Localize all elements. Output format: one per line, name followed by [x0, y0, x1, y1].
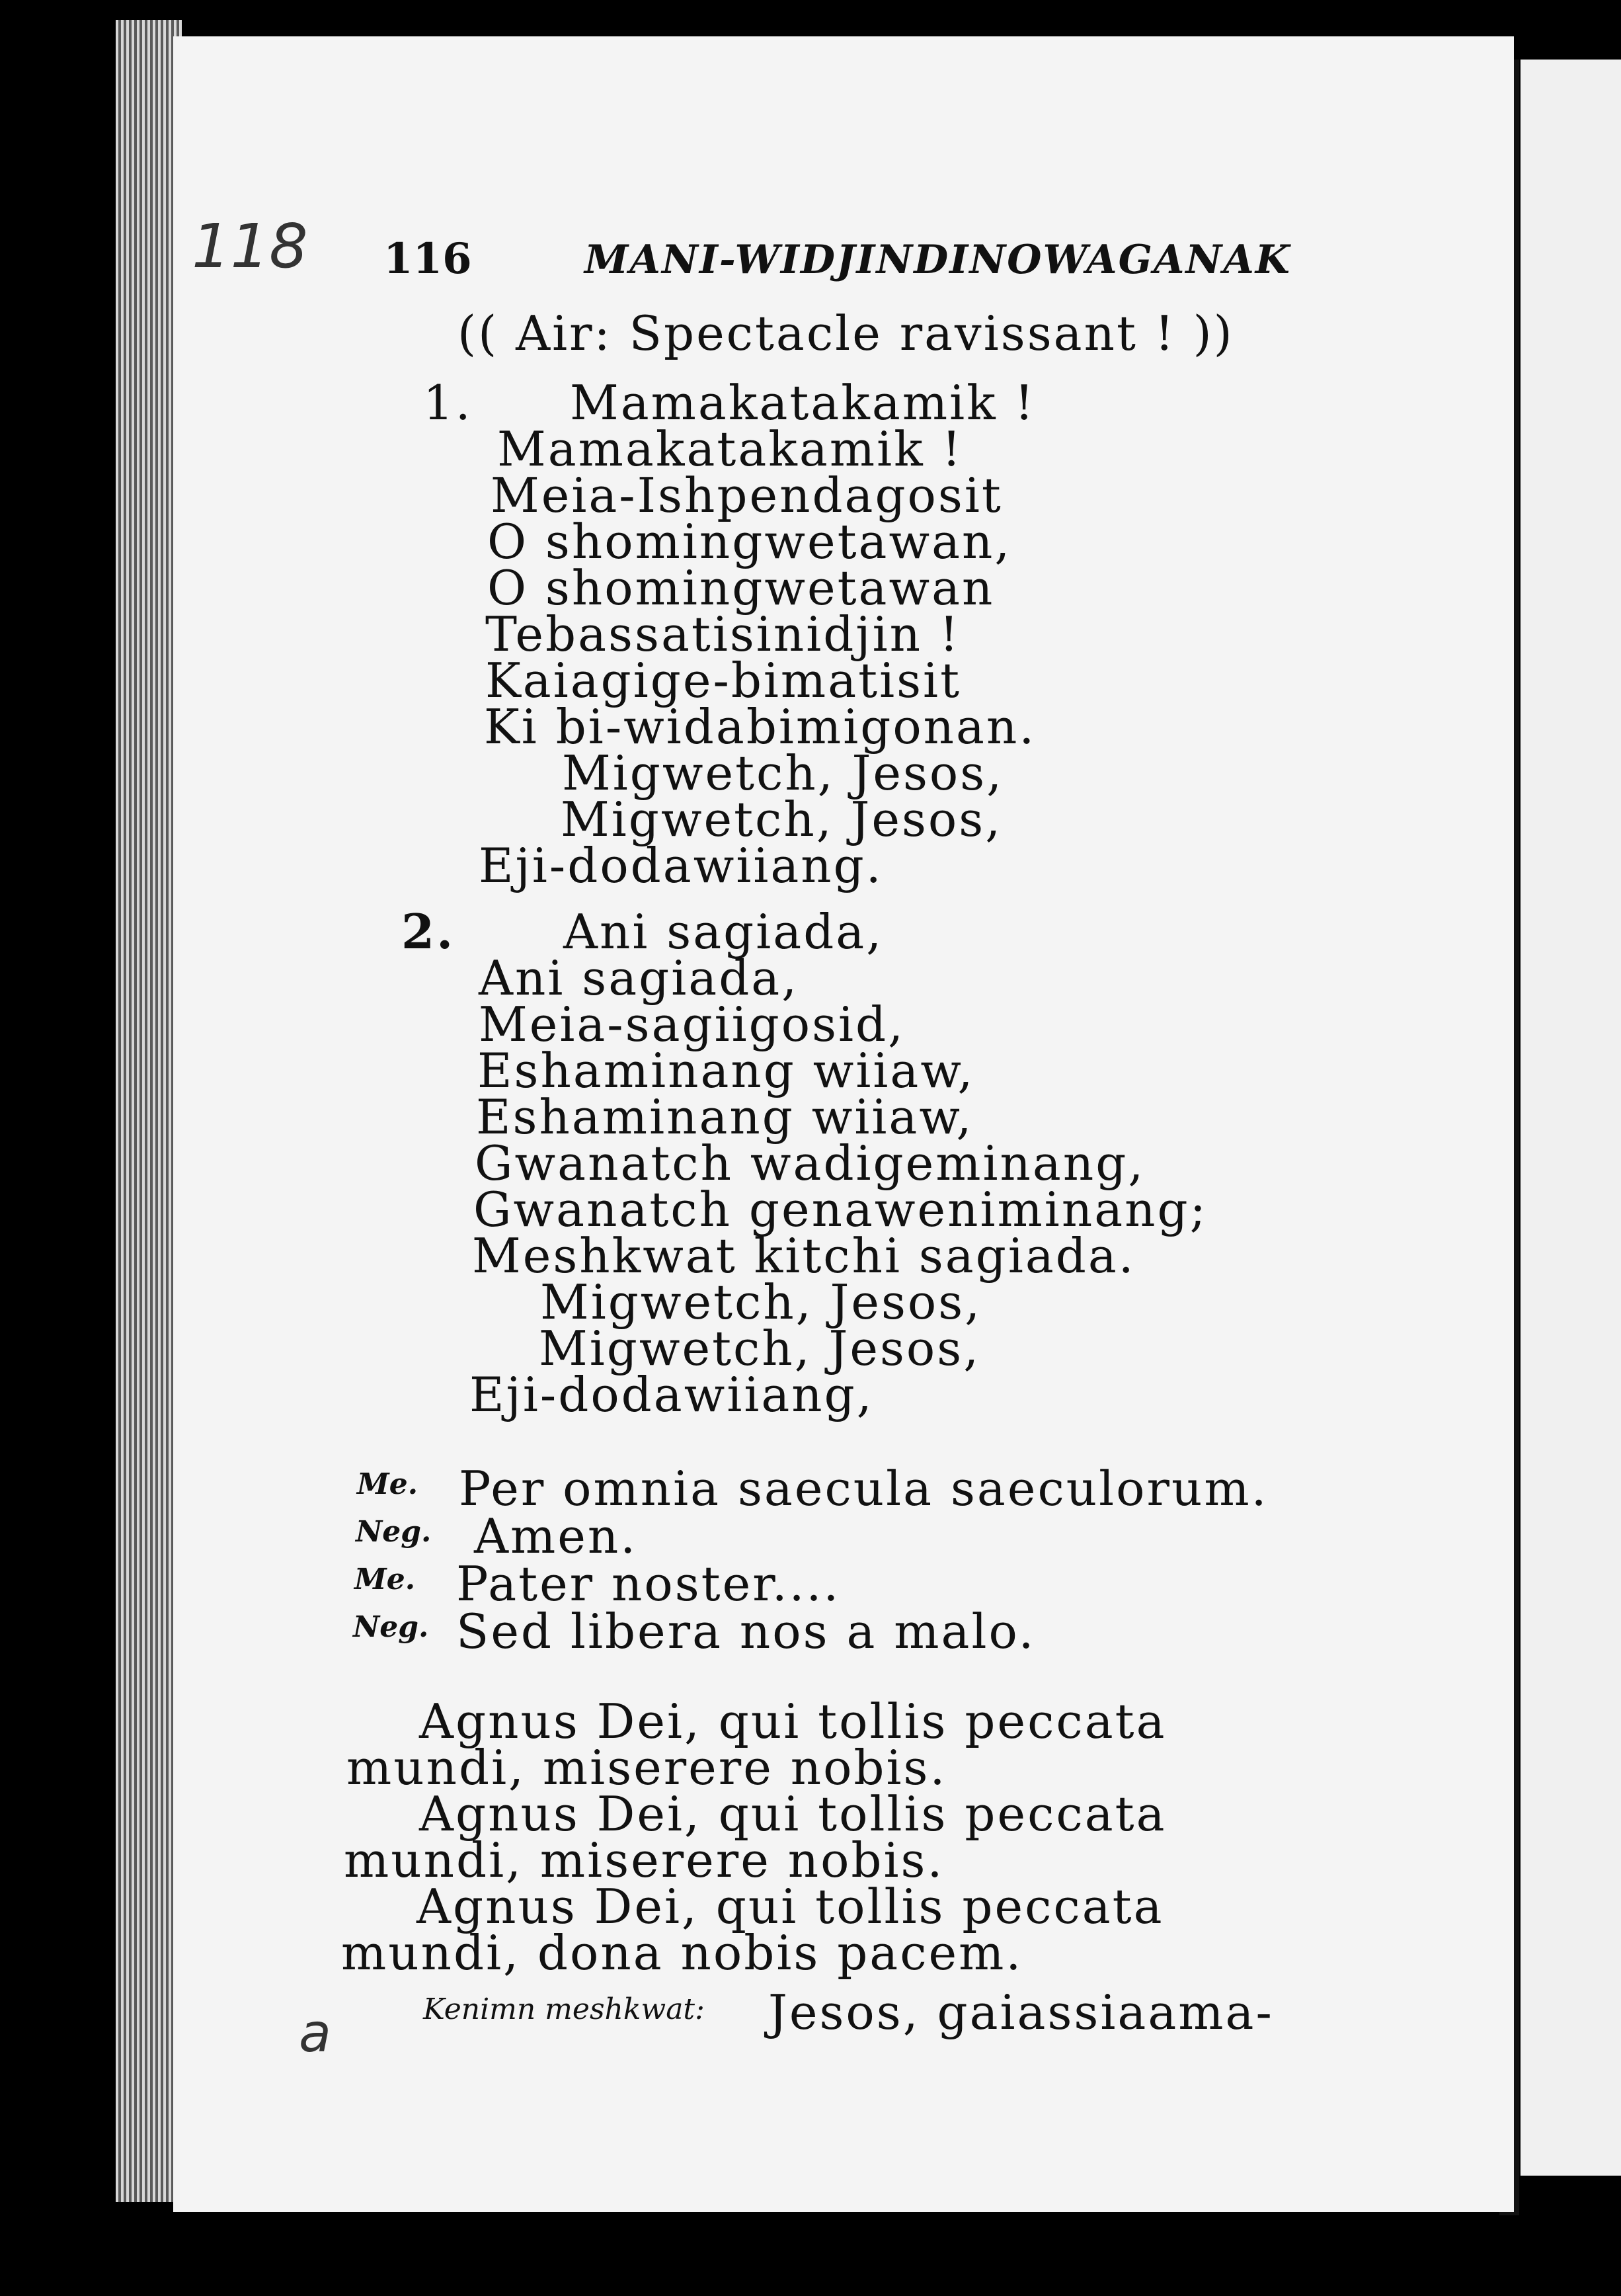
verse-line: Migwetch, Jesos, — [561, 792, 1003, 847]
verse-line: Meia-sagiigosid, — [479, 997, 906, 1052]
agnus-line: mundi, miserere nobis. — [344, 1832, 945, 1888]
verse-line: Kaiagige-bimatisit — [485, 653, 961, 708]
agnus-line: mundi, miserere nobis. — [346, 1740, 947, 1795]
air-note: (( Air: Spectacle ravissant ! )) — [457, 306, 1234, 361]
verse-line: Ani sagiada, — [479, 950, 799, 1006]
agnus-line: Agnus Dei, qui tollis peccata — [419, 1694, 1167, 1749]
verse-line: Eshaminang wiiaw, — [476, 1089, 974, 1145]
agnus-line: Agnus Dei, qui tollis peccata — [416, 1879, 1164, 1934]
verse-line: Gwanatch genaweniminang; — [473, 1182, 1208, 1237]
response-text: Per omnia saecula saeculorum. — [459, 1461, 1269, 1516]
response-text: Pater noster.... — [456, 1556, 841, 1612]
verse-line: Ani sagiada, — [563, 904, 884, 960]
verse-line: Eji-dodawiiang. — [479, 838, 883, 893]
verse-line: Gwanatch wadigeminang, — [475, 1135, 1146, 1191]
response-text: Amen. — [474, 1508, 638, 1564]
verse-line: O shomingwetawan, — [487, 514, 1012, 569]
verse-line: Eji-dodawiiang, — [469, 1367, 874, 1422]
response-text: Sed libera nos a malo. — [456, 1604, 1036, 1659]
agnus-line: Agnus Dei, qui tollis peccata — [419, 1786, 1167, 1842]
running-title: MANI-WIDJINDINOWAGANAK — [584, 237, 1291, 283]
verse-line: O shomingwetawan — [487, 560, 995, 616]
verse-line: Migwetch, Jesos, — [540, 1274, 982, 1330]
verse-number: 1. — [423, 375, 473, 430]
speaker-label: Me. — [357, 1467, 418, 1501]
verse-line: Mamakatakamik ! — [570, 375, 1036, 430]
agnus-line: mundi, dona nobis pacem. — [341, 1925, 1023, 1981]
speaker-label: Neg. — [356, 1515, 432, 1549]
rubric-note: Kenimn meshkwat: — [423, 1992, 705, 2026]
verse-line: Tebassatisinidjin ! — [485, 606, 961, 662]
page-number: 116 — [383, 234, 472, 284]
verse-line: Migwetch, Jesos, — [562, 745, 1004, 801]
catchline: Jesos, gaiassiaama- — [768, 1985, 1274, 2040]
verse-line: Ki bi-widabimigonan. — [484, 699, 1037, 755]
verse-line: Meshkwat kitchi sagiada. — [472, 1228, 1136, 1284]
handwritten-page-number: 118 — [192, 211, 308, 282]
verse-line: Mamakatakamik ! — [497, 421, 963, 477]
verse-number: 2. — [401, 903, 455, 960]
verse-line: Meia-Ishpendagosit — [491, 468, 1003, 523]
speaker-label: Me. — [354, 1563, 416, 1596]
page-edges — [116, 20, 182, 2202]
book-page — [173, 36, 1514, 2212]
verse-line: Migwetch, Jesos, — [539, 1321, 981, 1376]
verse-line: Eshaminang wiiaw, — [477, 1043, 975, 1098]
handwritten-mark: a — [299, 2002, 332, 2064]
facing-page-edge — [1521, 60, 1621, 2176]
speaker-label: Neg. — [353, 1610, 429, 1644]
